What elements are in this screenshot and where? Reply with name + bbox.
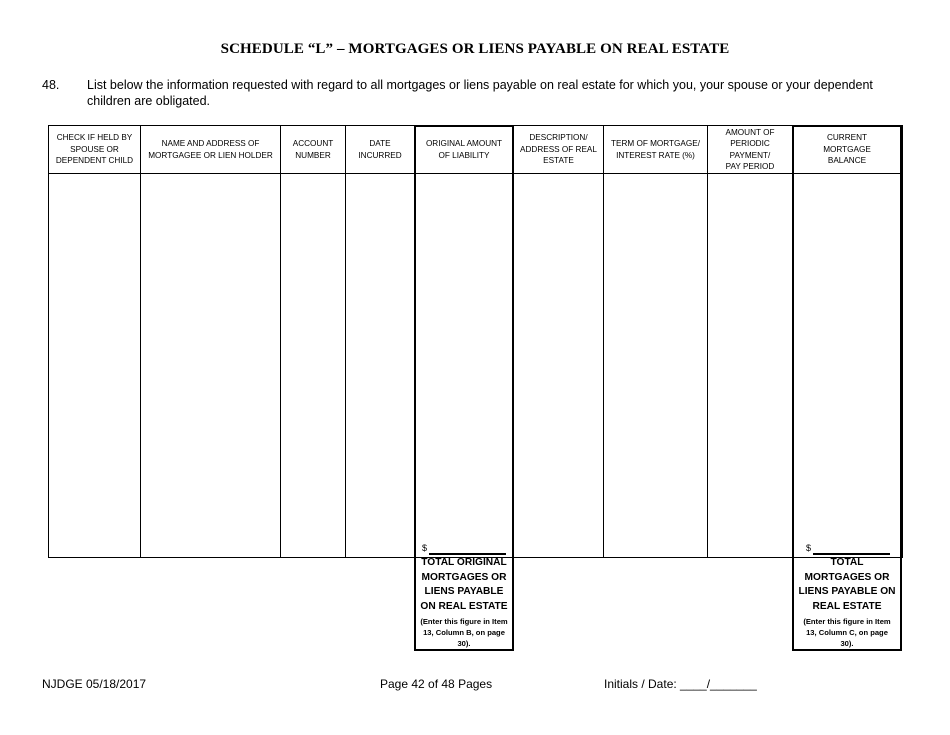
total-original-note: (Enter this figure in Item 13, Column B, on page 30). bbox=[420, 617, 508, 648]
entry-cell-current-balance[interactable] bbox=[794, 174, 900, 540]
col-header-current-balance: CURRENT MORTGAGE BALANCE bbox=[823, 133, 871, 166]
total-current-note: (Enter this figure in Item 13, Column C, on page 30). bbox=[803, 617, 891, 648]
entry-cell-real-estate[interactable] bbox=[514, 174, 603, 557]
col-header-periodic-payment: AMOUNT OF PERIODIC PAYMENT/ PAY PERIOD bbox=[725, 127, 775, 171]
entry-cell-term-rate[interactable] bbox=[604, 174, 707, 557]
col-header-account-number: ACCOUNT NUMBER bbox=[292, 139, 334, 160]
total-current-input-line[interactable] bbox=[813, 553, 890, 555]
total-original-currency: $ bbox=[422, 543, 428, 553]
entry-cell-account-number[interactable] bbox=[281, 174, 345, 557]
col-header-term-rate: TERM OF MORTGAGE/ INTEREST RATE (%) bbox=[610, 139, 700, 160]
entry-cell-date-incurred[interactable] bbox=[346, 174, 414, 557]
col-header-real-estate: DESCRIPTION/ ADDRESS OF REAL ESTATE bbox=[520, 133, 597, 166]
question-number: 48. bbox=[42, 78, 60, 92]
entry-cell-check-spouse[interactable] bbox=[49, 174, 140, 557]
entry-cell-periodic-payment[interactable] bbox=[708, 174, 792, 557]
entry-cell-mortgagee[interactable] bbox=[141, 174, 280, 557]
question-text: List below the information requested with regard to all mortgages or liens payable on real estate for which you, your spouse or your dependent children are obligated. bbox=[87, 78, 873, 108]
entry-cell-original-amount[interactable] bbox=[416, 174, 512, 540]
total-original-label: TOTAL ORIGINAL MORTGAGES OR LIENS PAYABLE ON REAL ESTATE bbox=[420, 557, 508, 612]
schedule-title: SCHEDULE “L” – MORTGAGES OR LIENS PAYABLE ON REAL ESTATE bbox=[220, 41, 730, 57]
col-header-check-spouse: CHECK IF HELD BY SPOUSE OR DEPENDENT CHILD bbox=[55, 133, 134, 166]
total-current-label: TOTAL MORTGAGES OR LIENS PAYABLE ON REAL ESTATE bbox=[798, 557, 896, 612]
total-current-currency: $ bbox=[806, 543, 812, 553]
total-original-input-line[interactable] bbox=[429, 553, 506, 555]
page-number: Page 42 of 48 Pages bbox=[380, 677, 493, 691]
col-header-mortgagee: NAME AND ADDRESS OF MORTGAGEE OR LIEN HOLDER bbox=[148, 139, 273, 160]
col-header-original-amount: ORIGINAL AMOUNT OF LIABILITY bbox=[425, 139, 503, 160]
form-id: NJDGE 05/18/2017 bbox=[42, 677, 147, 691]
col-header-date-incurred: DATE INCURRED bbox=[358, 139, 402, 160]
initials-date-field[interactable]: Initials / Date: ____/_______ bbox=[604, 677, 757, 691]
